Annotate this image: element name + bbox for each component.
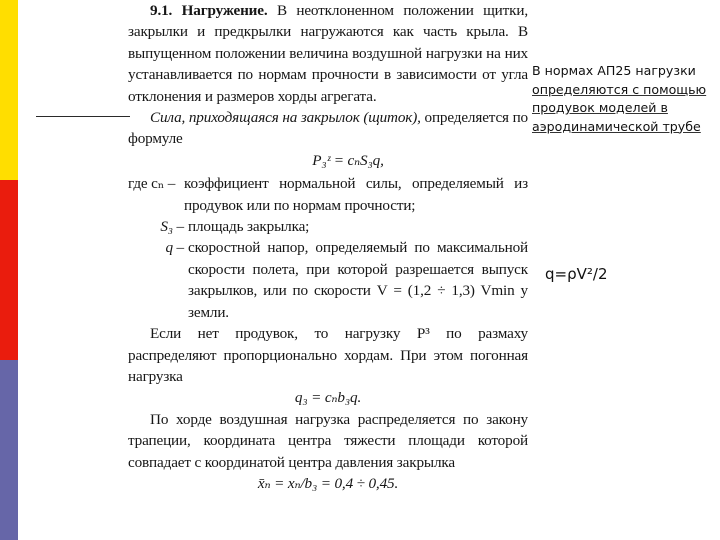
section-number: 9.1. (150, 2, 173, 19)
definition-symbol: q – (165, 239, 184, 257)
definition-text: площадь закрылка; (188, 218, 310, 236)
side-note-line: аэродинамической трубе (532, 118, 701, 134)
side-note-line: продувок моделей в (532, 100, 668, 115)
scanned-text-page (128, 0, 528, 540)
leader-line (36, 116, 130, 117)
dynamic-pressure-formula: q=ρV²/2 (545, 265, 608, 283)
paragraph-distribution: Если нет продувок, то нагрузку P³ по размаху распределяют пропорционально хордам. При этом погонная нагрузка (128, 325, 528, 385)
side-note (532, 62, 720, 136)
definition-text: скоростной напор, определяемый по максимальной скорости полета, при которой разрешается выпуск закрылков, или по скорости V = (1,2 ÷ 1,3) Vmin у земли. (188, 239, 528, 321)
paragraph-chord: По хорде воздушная нагрузка распределяется по закону трапеции, координата центра тяжести площади которой совпадает с координатой центра давления закрылка (128, 410, 528, 471)
formula-pressure-center: x̄ₙ = xₙ/b₃ = 0,4 ÷ 0,45. (257, 474, 399, 492)
force-text: определяется по формуле (128, 109, 528, 148)
definition-symbol: S₃ – (160, 218, 184, 236)
definition-text: коэффициент нормальной силы, определяемый из продувок или по нормам прочности; (184, 175, 528, 214)
paragraph-intro (128, 0, 528, 107)
paragraph-intro-text: В неотклоненном положении щитки, закрылки и предкрылки нагружаются как часть крыла. В выпущенном положении величина воздушной нагрузки на них устанавливается по нормам прочности в зависимости от угла отклонения и размеров хорды агрегата. (128, 2, 528, 105)
accent-bar-red (0, 180, 18, 360)
accent-bar-purple (0, 360, 18, 540)
definition-row (128, 237, 528, 323)
definition-row (128, 216, 528, 237)
formula-running-load: q₃ = cₙb₃q. (294, 389, 362, 407)
paragraph-force (128, 107, 528, 150)
section-title: Нагружение. (181, 2, 268, 19)
formula-force: P₃ᶻ = cₙS₃q, (312, 151, 384, 169)
side-note-line: определяются с помощью (532, 81, 707, 97)
definition-list (128, 173, 528, 323)
side-note-line: В нормах АП25 нагрузки (532, 63, 696, 78)
accent-bar-yellow (0, 0, 18, 180)
definition-row (128, 173, 528, 216)
force-italic-phrase: Сила, приходящаяся на закрылок (щиток), (150, 109, 421, 127)
definition-symbol: где cₙ – (128, 175, 176, 193)
